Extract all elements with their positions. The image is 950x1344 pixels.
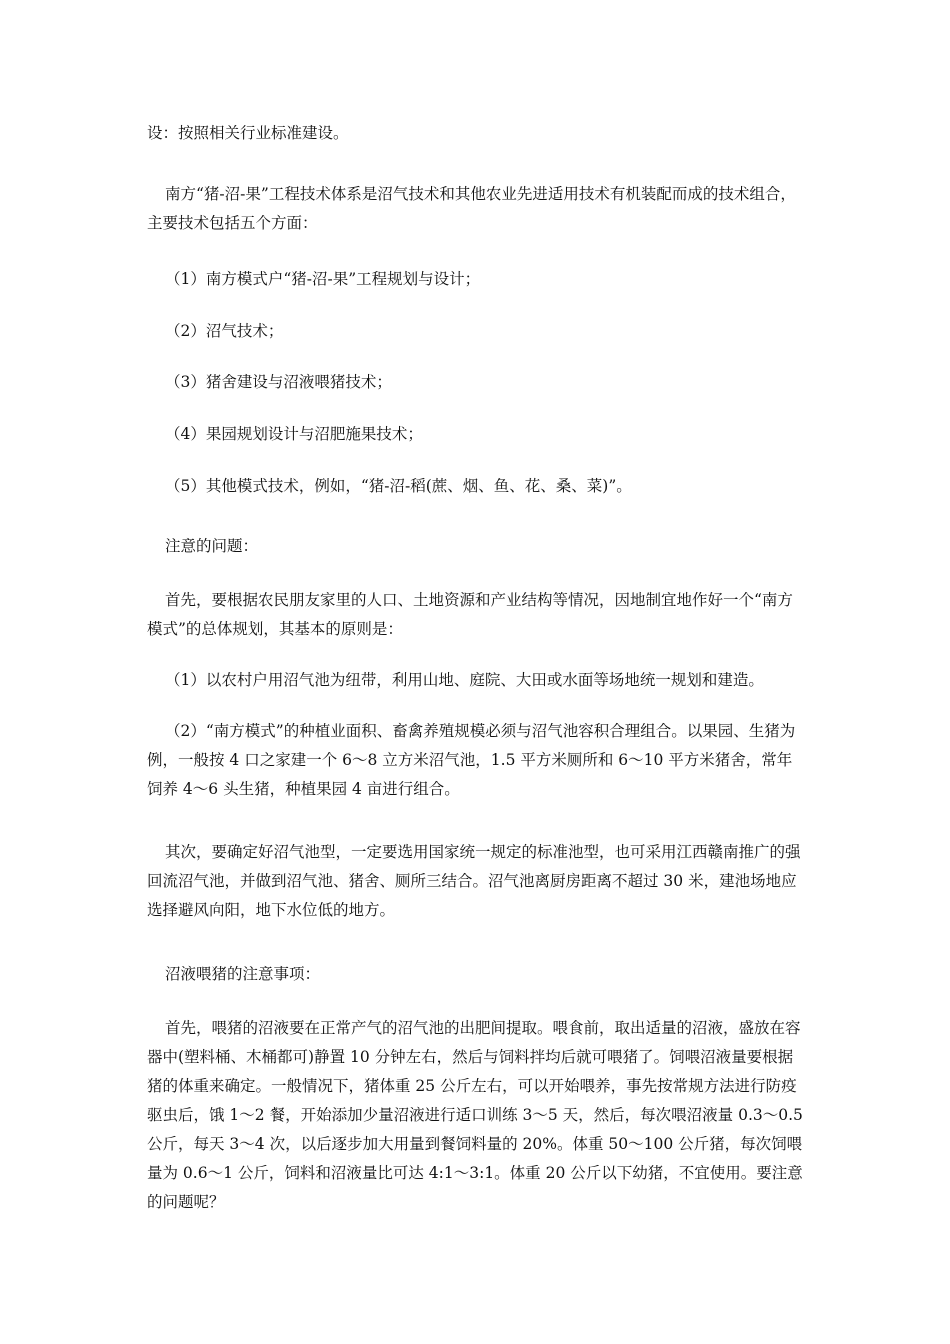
list-item-1: （1）南方模式户“猪-沼-果”工程规划与设计；: [165, 270, 481, 288]
paragraph-digester-type: 其次，要确定好沼气池型，一定要选用国家统一规定的标准池型，也可采用江西赣南推广的强回流沼气池，并做到沼气池、猪舍、厕所三结合。沼气池离厨房距离不超过 30 米，建池场地应选择避风向阳，地下水位低的地方。: [147, 843, 801, 919]
paragraph-planning: 首先，要根据农民朋友家里的人口、土地资源和产业结构等情况，因地制宜地作好一个“南方模式”的总体规划，其基本的原则是：: [147, 591, 793, 638]
heading-issues: 注意的问题：: [165, 537, 259, 555]
paragraph-feeding-method: 首先，喂猪的沼液要在正常产气的沼气池的出肥间提取。喂食前，取出适量的沼液，盛放在容器中(塑料桶、木桶都可)静置 10 分钟左右，然后与饲料拌均后就可喂猪了。饲喂沼液量要根据猪的体重来确定。一般情况下，猪体重 25 公斤左右，可以开始喂养，事先按常规方法进行防疫驱虫后，饿 1～2 餐，开始添加少量沼液进行适口训练 3～5 天，然后，每次喂沼液量 0.3～0.5 公斤，每天 3～4 次，以后逐步加大用量到餐饲料量的 20%。体重 50～100 公斤猪，每次饲喂量为 0.6～1 公斤，饲料和沼液量比可达 4:1～3:1。体重 20 公斤以下幼猪，不宜使用。要注意的问题呢？: [147, 1019, 803, 1211]
paragraph-construction-standard: 设：按照相关行业标准建设。: [147, 124, 349, 142]
heading-feeding-notes: 沼液喂猪的注意事项：: [165, 965, 321, 983]
list-item-2: （2）沼气技术；: [165, 322, 284, 340]
list-item-4: （4）果园规划设计与沼肥施果技术；: [165, 425, 423, 443]
list-item-3: （3）猪舍建设与沼液喂猪技术；: [165, 373, 392, 391]
list-item-5: （5）其他模式技术，例如，“猪-沼-稻(蔗、烟、鱼、花、桑、菜)”。: [165, 477, 632, 495]
paragraph-south-model-intro: 南方“猪-沼-果”工程技术体系是沼气技术和其他农业先进适用技术有机装配而成的技术组合，主要技术包括五个方面：: [147, 185, 796, 232]
paragraph-principle-2: （2）“南方模式”的种植业面积、畜禽养殖规模必须与沼气池容积合理组合。以果园、生猪为例，一般按 4 口之家建一个 6～8 立方米沼气池，1.5 平方米厕所和 6～10 平方米猪舍，常年饲养 4～6 头生猪，种植果园 4 亩进行组合。: [147, 722, 796, 798]
paragraph-principle-1: （1）以农村户用沼气池为纽带，利用山地、庭院、大田或水面等场地统一规划和建造。: [165, 671, 764, 689]
